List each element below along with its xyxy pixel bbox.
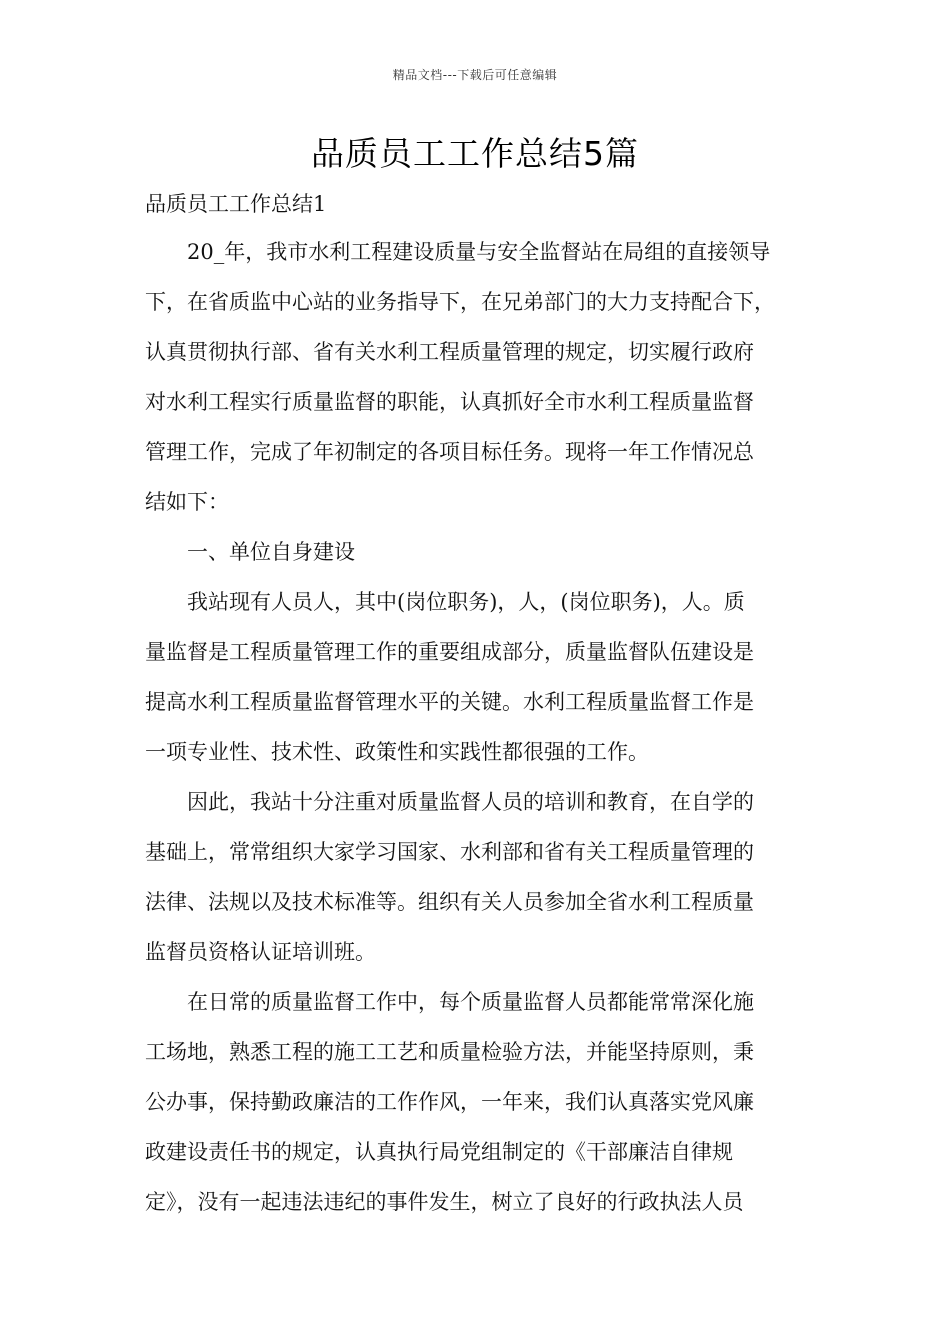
body-line: 提高水利工程质量监督管理水平的关键。水利工程质量监督工作是 bbox=[145, 690, 754, 714]
body-line: 工场地，熟悉工程的施工工艺和质量检验方法，并能坚持原则，秉 bbox=[145, 1040, 754, 1064]
body-line: 政建设责任书的规定，认真执行局党组制定的《干部廉洁自律规 bbox=[145, 1140, 733, 1164]
body-line: 基础上，常常组织大家学习国家、水利部和省有关工程质量管理的 bbox=[145, 840, 754, 864]
body-line: 法律、法规以及技术标准等。组织有关人员参加全省水利工程质量 bbox=[145, 890, 754, 914]
section-subtitle: 品质员工工作总结1 bbox=[145, 192, 327, 216]
body-line: 结如下： bbox=[145, 490, 229, 514]
body-line: 一项专业性、技术性、政策性和实践性都很强的工作。 bbox=[145, 740, 649, 764]
body-line: 认真贯彻执行部、省有关水利工程质量管理的规定，切实履行政府 bbox=[145, 340, 754, 364]
body-line: 公办事，保持勤政廉洁的工作作风，一年来，我们认真落实党风廉 bbox=[145, 1090, 754, 1114]
body-line: 量监督是工程质量管理工作的重要组成部分，质量监督队伍建设是 bbox=[145, 640, 754, 664]
document-title: 品质员工工作总结5篇 bbox=[311, 134, 639, 173]
body-line: 在日常的质量监督工作中，每个质量监督人员都能常常深化施 bbox=[145, 990, 754, 1014]
body-line: 下，在省质监中心站的业务指导下，在兄弟部门的大力支持配合下， bbox=[145, 290, 775, 314]
body-line: 我站现有人员人，其中(岗位职务)，人，(岗位职务)，人。质 bbox=[145, 590, 745, 614]
body-line: 20_年，我市水利工程建设质量与安全监督站在局组的直接领导 bbox=[145, 240, 771, 264]
page-header: 精品文档---下载后可任意编辑 bbox=[392, 68, 558, 82]
body-line: 因此，我站十分注重对质量监督人员的培训和教育，在自学的 bbox=[145, 790, 754, 814]
body-line: 对水利工程实行质量监督的职能，认真抓好全市水利工程质量监督 bbox=[145, 390, 754, 414]
body-line: 定》，没有一起违法违纪的事件发生，树立了良好的行政执法人员 bbox=[145, 1190, 744, 1214]
section-heading: 一、单位自身建设 bbox=[145, 540, 355, 564]
body-line: 管理工作，完成了年初制定的各项目标任务。现将一年工作情况总 bbox=[145, 440, 754, 464]
body-line: 监督员资格认证培训班。 bbox=[145, 940, 376, 964]
